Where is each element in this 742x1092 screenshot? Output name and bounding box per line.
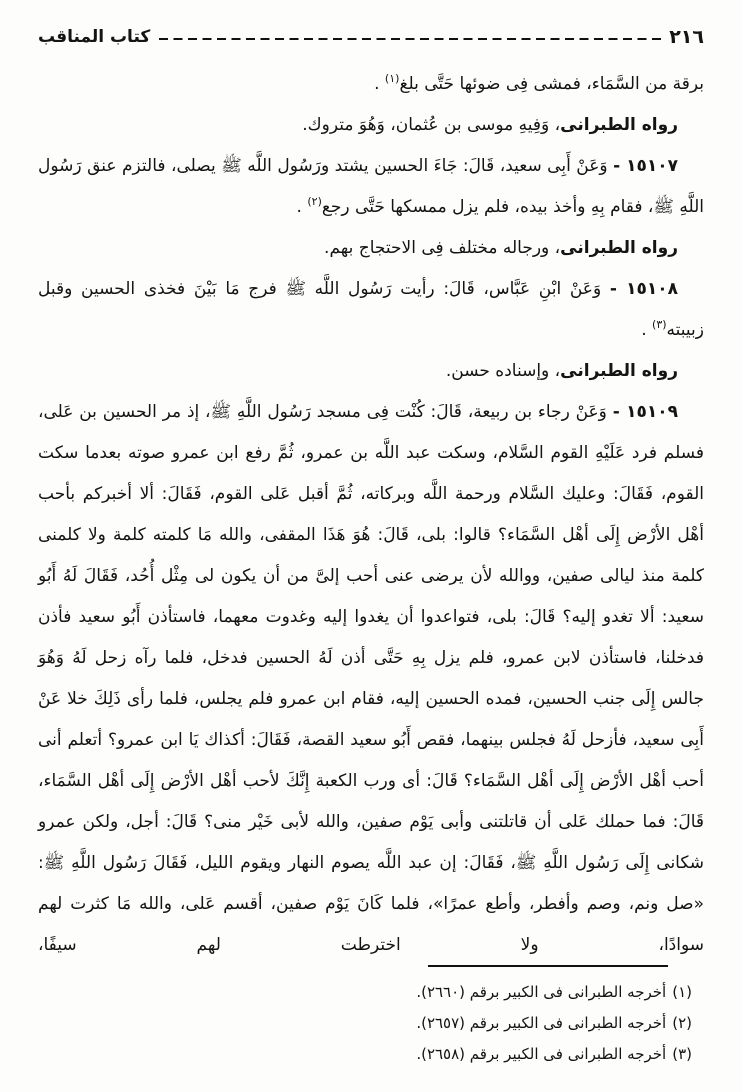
footnote-divider <box>428 965 668 967</box>
paragraph-tail: . <box>374 74 385 94</box>
hadith-number: ١٥١٠٧ - <box>613 156 679 176</box>
footnote-text: أخرجه الطبرانى فى الكبير برقم (٢٦٥٧). <box>416 1014 667 1032</box>
header-dashed-rule <box>158 38 661 41</box>
narration-lead: رواه الطبرانى <box>560 115 678 135</box>
hadith-15108 <box>38 269 704 351</box>
narration-line <box>38 105 704 146</box>
footnote-text: أخرجه الطبرانى فى الكبير برقم (٢٦٥٨). <box>416 1045 667 1063</box>
body-text <box>38 64 704 966</box>
narration-line <box>38 228 704 269</box>
hadith-number: ١٥١٠٩ - <box>612 402 678 422</box>
page-header <box>38 26 704 48</box>
continuation-line <box>38 64 704 105</box>
paragraph-tail: . <box>641 320 653 340</box>
paragraph-text: ، وإسناده حسن. <box>445 361 561 381</box>
hadith-15107 <box>38 146 704 228</box>
paragraph-text: وَعَنْ أَبِى سعيد، قَالَ: جَاءَ الحسين يشتد ورَسُول اللَّه ﷺ يصلى، فالتزم عنق رَسُول اللَّهِ ﷺ، فقام بِهِ وأخذ بيده، فلم يزل ممسكها حَتَّى رجع <box>38 156 704 217</box>
footnote-ref-2: (٢) <box>307 195 322 208</box>
narration-lead: رواه الطبرانى <box>560 238 678 258</box>
paragraph-text: ، ورجاله مختلف فِى الاحتجاج بهم. <box>324 238 561 258</box>
page-number: ٢١٦ <box>669 26 704 48</box>
narration-line <box>38 351 704 392</box>
footnote-3 <box>50 1039 692 1070</box>
footnote-ref-1: (١) <box>384 72 400 85</box>
book-title: كتاب المناقب <box>38 27 151 47</box>
footnote-marker: (١) <box>672 983 692 1001</box>
footnote-text: أخرجه الطبرانى فى الكبير برقم (٢٦٦٠). <box>416 983 667 1001</box>
footnote-1 <box>50 977 692 1008</box>
footnotes-section <box>50 965 692 1070</box>
footnote-2 <box>50 1008 692 1039</box>
footnote-marker: (٣) <box>672 1045 692 1063</box>
paragraph-tail: . <box>296 197 308 217</box>
footnote-ref-3: (٣) <box>652 318 667 331</box>
paragraph-text: برقة من السَّمَاء، فمشى فِى ضوئها حَتَّى بلغ <box>399 74 704 94</box>
hadith-15109 <box>38 392 704 966</box>
paragraph-text: ، وَفِيهِ موسى بن عُثمان، وَهُوَ متروك. <box>302 115 561 135</box>
paragraph-text: وَعَنْ رجاء بن ربيعة، قَالَ: كُنْت فِى مسجد رَسُول اللَّهِ ﷺ، إذ مر الحسين بن عَلى، فسلم فرد عَلَيْهِ القوم السَّلام، وسكت عبد اللَّه بن عمرو، ثُمَّ رفع ابن عمرو صوته بعدما سكت القوم، فَقَالَ: وعليك السَّلام ورحمة اللَّه وبركاته، ثُمَّ أقبل عَلى القوم، فَقَالَ: ألا أخبركم بأحب أهْل الأرْض إِلَى أهْل السَّمَاء؟ قالوا: بلى، قَالَ: هُوَ هَذَا المقفى، والله مَا كلمته كلمة ولا كلمنى كلمة منذ ليالى صفين، ووالله لأن يرضى عنى أحب إلىَّ من أن يكون لى مِثْل أُحُد، فَقَالَ لَهُ أَبُو سعيد: ألا تغدو إليه؟ قَالَ: بلى، فتواعدوا أن يغدوا إليه وغدوت معهما، فاستأذن أَبُو سعيد فأذن فدخلنا، فاستأذن لابن عمرو، فلم يزل بِهِ حَتَّى أذن لَهُ الحسين فدخل، فلما رآه زحل لَهُ وَهُوَ جالس إِلَى جنب الحسين، فمده الحسين إليه، فقام ابن عمرو فلم يجلس، فلما رأى ذَلِكَ خلا عَنْ أَبِى سعيد، فأزحل لَهُ فجلس بينهما، فقص أَبُو سعيد القصة، فَقَالَ: أكذاك يَا ابن عمرو؟ أتعلم أنى أحب أهْل الأرْض إِلَى أهْل السَّمَاء؟ قَالَ: أى ورب الكعبة إِنَّكَ لأحب أهْل الأرْض إِلَى أهْل السَّمَاء، قَالَ: فما حملك عَلى أن قاتلتنى وأبى يَوْم صفين، والله لأبى خَيْر منى؟ قَالَ: أجل، ولكن عمرو شكانى إِلَى رَسُول اللَّهِ ﷺ، فَقَالَ: إن عبد اللَّه يصوم النهار ويقوم الليل، فَقَالَ رَسُول اللَّهِ ﷺ: «صل ونم، وصم وأفطر، وأطع عمرًا»، فلما كَانَ يَوْم صفين، أقسم عَلى، والله مَا كثرت لهم سوادًا، ولا اخترطت لهم سيفًا، <box>38 402 704 955</box>
footnote-marker: (٢) <box>672 1014 692 1032</box>
hadith-number: ١٥١٠٨ - <box>609 279 678 299</box>
narration-lead: رواه الطبرانى <box>560 361 678 381</box>
paragraph-text: وَعَنْ ابْنِ عَبَّاس، قَالَ: رأيت رَسُول اللَّه ﷺ فرج مَا بَيْنَ فخذى الحسين وقبل زبيبته <box>38 279 704 340</box>
